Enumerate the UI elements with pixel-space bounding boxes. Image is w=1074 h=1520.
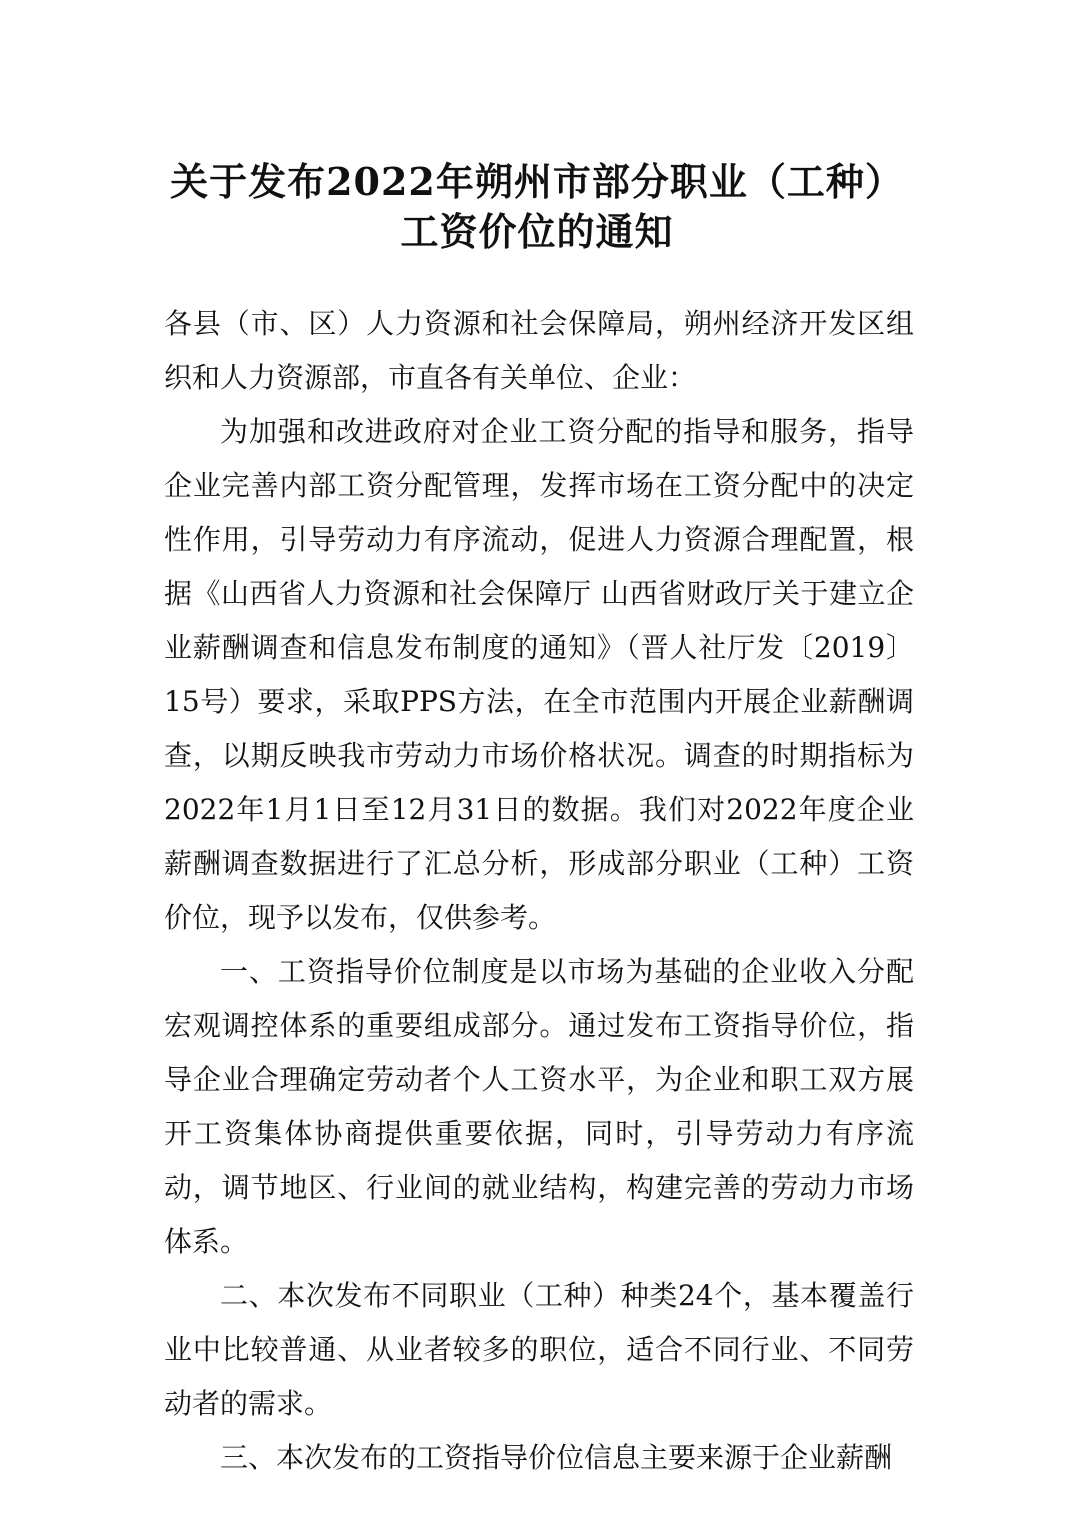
document-body xyxy=(164,297,914,1485)
title-line-2: 工资价位的通知 xyxy=(400,209,674,255)
addressee-paragraph: 各县（市、区）人力资源和社会保障局，朔州经济开发区组织和人力资源部，市直各有关单位、企业： xyxy=(164,307,914,394)
paragraph-intro: 为加强和改进政府对企业工资分配的指导和服务，指导企业完善内部工资分配管理，发挥市场在工资分配中的决定性作用，引导劳动力有序流动，促进人力资源合理配置，根据《山西省人力资源和社会保障厅 山西省财政厅关于建立企业薪酬调查和信息发布制度的通知》（晋人社厅发〔2019〕15号）要求，采取PPS方法，在全市范围内开展企业薪酬调查，以期反映我市劳动力市场价格状况。调查的时期指标为2022年1月1日至12月31日的数据。我们对2022年度企业薪酬调查数据进行了汇总分析，形成部分职业（工种）工资价位，现予以发布，仅供参考。 xyxy=(164,415,914,934)
title-line-1: 关于发布2022年朔州市部分职业（工种） xyxy=(170,159,904,205)
paragraph-item-3: 三、本次发布的工资指导价位信息主要来源于企业薪酬 xyxy=(220,1441,893,1474)
paragraph-item-2: 二、本次发布不同职业（工种）种类24个，基本覆盖行业中比较普通、从业者较多的职位，适合不同行业、不同劳动者的需求。 xyxy=(164,1279,914,1420)
document-title xyxy=(120,157,954,257)
paragraph-item-1: 一、工资指导价位制度是以市场为基础的企业收入分配宏观调控体系的重要组成部分。通过发布工资指导价位，指导企业合理确定劳动者个人工资水平，为企业和职工双方展开工资集体协商提供重要依据，同时，引导劳动力有序流动，调节地区、行业间的就业结构，构建完善的劳动力市场体系。 xyxy=(164,955,914,1258)
